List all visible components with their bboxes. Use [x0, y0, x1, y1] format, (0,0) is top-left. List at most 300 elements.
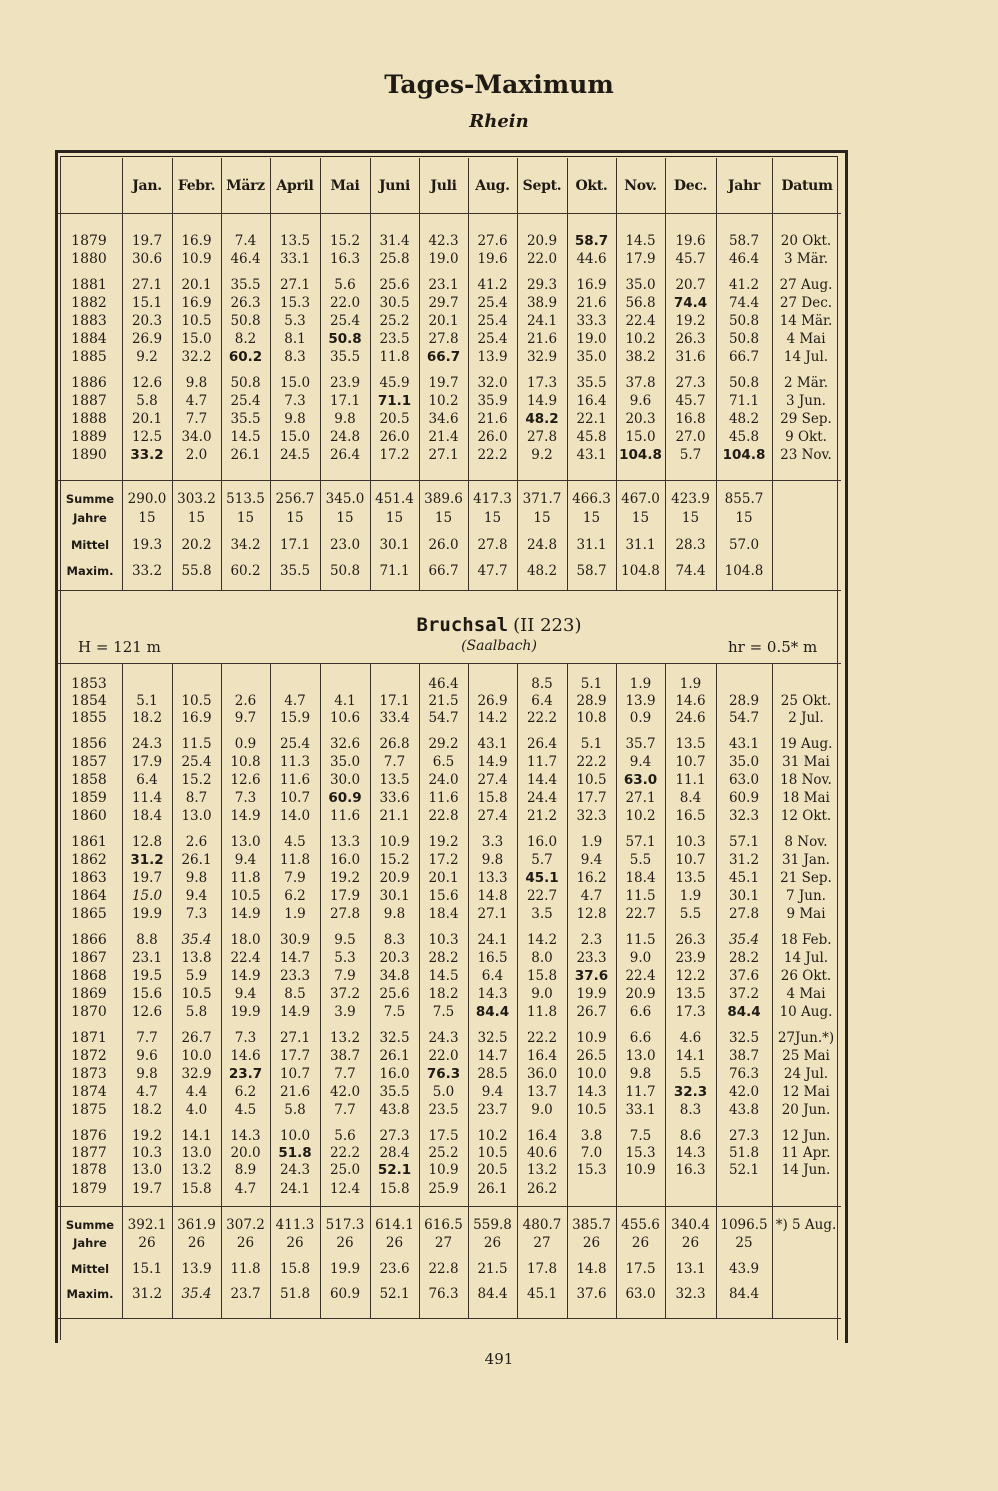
- table-cell: 84.4: [727, 1004, 761, 1020]
- table-cell: 7.9: [284, 870, 306, 886]
- column-rule: [122, 663, 123, 1206]
- summary-cell: 23.7: [230, 1286, 261, 1302]
- table-cell: 16.3: [329, 251, 361, 267]
- table-cell: 19.6: [675, 233, 706, 249]
- table-cell: 8.5: [284, 986, 306, 1002]
- table-cell: 24.1: [279, 1181, 311, 1197]
- table-cell: 24.3: [428, 1030, 459, 1046]
- row-rule: [57, 1318, 841, 1319]
- table-cell: 4.6: [679, 1030, 702, 1046]
- column-rule: [320, 480, 321, 590]
- table-cell: 16.4: [526, 1048, 558, 1064]
- table-cell: 14.3: [675, 1145, 706, 1161]
- table-cell: 9.6: [136, 1048, 158, 1064]
- table-cell: 15.0: [279, 429, 311, 445]
- summary-cell: 15: [336, 510, 354, 526]
- table-cell: 104.8: [619, 447, 662, 463]
- table-cell: 35.0: [576, 349, 607, 365]
- table-cell: 15.0: [131, 888, 163, 904]
- table-cell: 21.6: [477, 411, 508, 427]
- table-cell: 38.7: [329, 1048, 361, 1064]
- date-cell: 21 Sep.: [780, 870, 832, 886]
- table-cell: 9.2: [531, 447, 553, 463]
- table-cell: 45.8: [728, 429, 760, 445]
- table-cell: 21.6: [576, 295, 607, 311]
- table-cell: 16.0: [329, 852, 361, 868]
- year-cell: 1887: [71, 393, 107, 409]
- table-cell: 30.9: [279, 932, 311, 948]
- column-rule: [567, 1206, 568, 1318]
- table-cell: 7.3: [234, 1030, 257, 1046]
- year-cell: 1863: [71, 870, 107, 886]
- table-cell: 56.8: [625, 295, 656, 311]
- table-cell: 25.8: [379, 251, 410, 267]
- summary-cell: 60.2: [230, 563, 261, 579]
- column-rule: [616, 158, 617, 213]
- summary-cell: 26: [483, 1235, 502, 1251]
- table-cell: 58.7: [728, 233, 760, 249]
- table-cell: 20.3: [379, 950, 410, 966]
- year-cell: 1880: [71, 251, 107, 267]
- date-cell: 14 Jul.: [783, 950, 829, 966]
- column-rule: [221, 1206, 222, 1318]
- table-cell: 17.3: [675, 1004, 706, 1020]
- summary-label: Jahre: [73, 1236, 107, 1250]
- table-cell: 26.4: [526, 736, 558, 752]
- table-cell: 17.5: [428, 1128, 459, 1144]
- table-cell: 33.4: [379, 710, 410, 726]
- table-cell: 9.8: [629, 1066, 652, 1082]
- table-cell: 63.0: [728, 772, 760, 788]
- summary-cell: 24.8: [526, 537, 558, 553]
- table-cell: 8.2: [234, 331, 257, 347]
- table-cell: 45.1: [525, 870, 559, 886]
- table-cell: 26.1: [477, 1181, 508, 1197]
- summary-cell: 26: [138, 1235, 156, 1251]
- table-inner-border: [60, 156, 837, 157]
- table-cell: 9.4: [629, 754, 652, 770]
- table-cell: 27.8: [526, 429, 558, 445]
- summary-cell: 74.4: [675, 563, 706, 579]
- table-cell: 38.7: [728, 1048, 760, 1064]
- column-header: Jahr: [727, 178, 761, 194]
- table-cell: 20.1: [428, 313, 459, 329]
- column-rule: [665, 663, 666, 1206]
- table-cell: 10.7: [675, 754, 706, 770]
- column-rule: [221, 663, 222, 1206]
- table-cell: 4.7: [580, 888, 603, 904]
- table-cell: 14.5: [625, 233, 656, 249]
- column-header: Nov.: [624, 178, 657, 194]
- summary-cell: 55.8: [181, 563, 212, 579]
- column-rule: [419, 158, 420, 213]
- summary-cell: 43.9: [728, 1261, 760, 1277]
- table-cell: 14.4: [526, 772, 558, 788]
- table-cell: 17.2: [379, 447, 410, 463]
- table-cell: 33.6: [379, 790, 410, 806]
- column-rule: [122, 480, 123, 590]
- column-rule: [320, 1206, 321, 1318]
- year-cell: 1859: [71, 790, 107, 806]
- column-rule: [419, 213, 420, 480]
- table-cell: 11.6: [279, 772, 311, 788]
- table-cell: 43.8: [728, 1102, 760, 1118]
- table-cell: 10.3: [675, 834, 706, 850]
- summary-cell: 389.6: [424, 491, 463, 507]
- column-rule: [370, 213, 371, 480]
- table-cell: 10.2: [477, 1128, 508, 1144]
- year-cell: 1876: [71, 1128, 107, 1144]
- table-cell: 9.0: [629, 950, 652, 966]
- table-cell: 13.0: [181, 808, 212, 824]
- table-cell: 8.8: [136, 932, 158, 948]
- table-cell: 15.6: [428, 888, 459, 904]
- summary-label: Jahre: [73, 511, 107, 525]
- summary-cell: 15: [582, 510, 601, 526]
- table-cell: 60.9: [328, 790, 362, 806]
- column-header: Juni: [378, 178, 411, 194]
- table-cell: 13.3: [477, 870, 508, 886]
- summary-cell: 17.1: [279, 537, 311, 553]
- table-cell: 7.4: [234, 233, 257, 249]
- summary-cell: 290.0: [127, 491, 167, 507]
- table-cell: 7.7: [185, 411, 208, 427]
- year-cell: 1873: [71, 1066, 107, 1082]
- summary-cell: 26: [286, 1235, 304, 1251]
- table-cell: 24.1: [477, 932, 508, 948]
- table-cell: 13.2: [526, 1162, 558, 1178]
- table-cell: 28.9: [576, 693, 607, 709]
- table-cell: 11.5: [181, 736, 212, 752]
- table-cell: 5.1: [136, 693, 158, 709]
- table-cell: 12.8: [131, 834, 163, 850]
- table-cell: 23.3: [279, 968, 311, 984]
- table-cell: 34.0: [181, 429, 212, 445]
- summary-cell: 28.3: [675, 537, 706, 553]
- year-cell: 1853: [71, 676, 107, 692]
- summary-label: Summe: [65, 492, 115, 506]
- table-cell: 22.4: [625, 968, 656, 984]
- table-cell: 7.7: [383, 754, 406, 770]
- date-cell: 29 Sep.: [780, 411, 832, 427]
- column-rule: [172, 663, 173, 1206]
- table-cell: 32.2: [181, 349, 212, 365]
- table-cell: 5.6: [334, 277, 356, 293]
- table-cell: 50.8: [328, 331, 362, 347]
- column-header: Aug.: [475, 178, 510, 194]
- table-cell: 19.2: [428, 834, 459, 850]
- table-cell: 1.9: [679, 676, 702, 692]
- table-cell: 32.3: [728, 808, 760, 824]
- summary-cell: 26.0: [428, 537, 459, 553]
- table-cell: 6.4: [531, 693, 553, 709]
- summary-cell: 15.1: [131, 1261, 163, 1277]
- table-cell: 18.2: [131, 1102, 163, 1118]
- table-cell: 71.1: [377, 393, 412, 409]
- table-cell: 45.7: [675, 393, 706, 409]
- table-cell: 52.1: [377, 1162, 412, 1178]
- table-cell: 14.9: [230, 906, 261, 922]
- table-cell: 32.9: [526, 349, 558, 365]
- column-rule: [320, 663, 321, 1206]
- date-cell: 18 Mai: [782, 790, 830, 806]
- table-cell: 10.3: [131, 1145, 163, 1161]
- summary-cell: 32.3: [675, 1286, 706, 1302]
- table-cell: 15.2: [329, 233, 361, 249]
- year-cell: 1870: [71, 1004, 107, 1020]
- table-cell: 43.1: [576, 447, 607, 463]
- table-cell: 18.4: [131, 808, 163, 824]
- table-cell: 7.9: [334, 968, 356, 984]
- table-cell: 74.4: [673, 295, 708, 311]
- table-cell: 37.6: [574, 968, 609, 984]
- table-cell: 6.2: [234, 1084, 257, 1100]
- date-cell: 2 Jul.: [788, 710, 824, 726]
- table-cell: 9.5: [334, 932, 356, 948]
- table-cell: 8.3: [679, 1102, 702, 1118]
- table-cell: 30.5: [379, 295, 410, 311]
- table-cell: 11.3: [279, 754, 311, 770]
- summary-cell: 307.2: [226, 1217, 265, 1233]
- year-cell: 1888: [71, 411, 107, 427]
- year-cell: 1867: [71, 950, 107, 966]
- row-rule: [57, 590, 841, 591]
- summary-cell: 27.8: [477, 537, 508, 553]
- summary-cell: 58.7: [576, 563, 607, 579]
- summary-cell: 52.1: [379, 1286, 410, 1302]
- table-cell: 33.1: [625, 1102, 656, 1118]
- column-rule: [772, 158, 773, 213]
- table-cell: 37.6: [728, 968, 760, 984]
- date-cell: 12 Jun.: [781, 1128, 831, 1144]
- table-cell: 13.5: [675, 870, 706, 886]
- table-cell: 19.9: [131, 906, 163, 922]
- table-cell: 6.6: [629, 1004, 652, 1020]
- table-cell: 18.2: [428, 986, 459, 1002]
- summary-cell: 30.1: [379, 537, 410, 553]
- summary-cell: 11.8: [230, 1261, 261, 1277]
- table-cell: 7.0: [580, 1145, 603, 1161]
- table-cell: 27.1: [477, 906, 508, 922]
- column-rule: [837, 156, 838, 1340]
- table-cell: 14.6: [230, 1048, 261, 1064]
- summary-cell: 15: [483, 510, 502, 526]
- table-cell: 8.9: [234, 1162, 257, 1178]
- table-cell: 16.9: [181, 295, 212, 311]
- year-cell: 1884: [71, 331, 107, 347]
- table-cell: 1.9: [580, 834, 603, 850]
- year-cell: 1890: [71, 447, 107, 463]
- table-cell: 15.8: [181, 1181, 212, 1197]
- column-header: Febr.: [177, 178, 216, 194]
- table-cell: 24.5: [279, 447, 311, 463]
- table-cell: 32.5: [379, 1030, 410, 1046]
- date-cell: 25 Mai: [782, 1048, 830, 1064]
- table-cell: 41.2: [477, 277, 508, 293]
- table-cell: 13.0: [131, 1162, 163, 1178]
- table-cell: 50.8: [728, 375, 760, 391]
- table-cell: 25.4: [477, 295, 508, 311]
- date-cell: 18 Feb.: [780, 932, 832, 948]
- table-cell: 25.2: [379, 313, 410, 329]
- table-cell: 17.3: [526, 375, 558, 391]
- table-cell: 32.6: [329, 736, 361, 752]
- table-cell: 26.1: [230, 447, 261, 463]
- column-rule: [716, 158, 717, 213]
- table-cell: 32.3: [673, 1084, 708, 1100]
- table-cell: 35.0: [329, 754, 361, 770]
- column-rule: [122, 1206, 123, 1318]
- table-cell: 23.7: [228, 1066, 263, 1082]
- table-cell: 34.8: [379, 968, 410, 984]
- table-cell: 4.7: [185, 393, 208, 409]
- table-cell: 9.8: [383, 906, 406, 922]
- table-cell: 10.9: [428, 1162, 459, 1178]
- table-cell: 29.7: [428, 295, 459, 311]
- table-cell: 24.0: [428, 772, 459, 788]
- summary-cell: 22.8: [428, 1261, 459, 1277]
- column-rule: [772, 1206, 773, 1318]
- summary-cell: 385.7: [572, 1217, 611, 1233]
- table-cell: 28.5: [477, 1066, 508, 1082]
- table-cell: 20.5: [379, 411, 410, 427]
- table-cell: 9.7: [234, 710, 257, 726]
- table-cell: 29.3: [526, 277, 558, 293]
- table-cell: 15.8: [477, 790, 508, 806]
- table-cell: 4.4: [185, 1084, 208, 1100]
- summary-cell: 31.2: [131, 1286, 163, 1302]
- date-cell: 12 Mai: [782, 1084, 830, 1100]
- table-cell: 0.9: [629, 710, 652, 726]
- table-cell: 27.1: [279, 1030, 311, 1046]
- table-cell: 5.5: [629, 852, 652, 868]
- table-cell: 7.7: [136, 1030, 158, 1046]
- summary-cell: 392.1: [127, 1217, 167, 1233]
- table-cell: 14.5: [230, 429, 261, 445]
- summary-cell: 26: [187, 1235, 206, 1251]
- table-cell: 20.3: [625, 411, 656, 427]
- table-cell: 3.9: [334, 1004, 356, 1020]
- table-cell: 16.0: [526, 834, 558, 850]
- table-cell: 4.0: [185, 1102, 208, 1118]
- table-cell: 9.8: [185, 870, 208, 886]
- table-cell: 12.2: [675, 968, 706, 984]
- table-cell: 45.1: [728, 870, 760, 886]
- table-cell: 10.8: [576, 710, 607, 726]
- table-cell: 66.7: [426, 349, 461, 365]
- table-cell: 10.0: [279, 1128, 311, 1144]
- column-rule: [517, 158, 518, 213]
- table-cell: 9.8: [284, 411, 306, 427]
- table-cell: 24.6: [675, 710, 706, 726]
- table-cell: 33.3: [576, 313, 607, 329]
- table-cell: 57.1: [625, 834, 656, 850]
- table-cell: 76.3: [426, 1066, 461, 1082]
- table-cell: 12.6: [131, 375, 163, 391]
- table-cell: 25.4: [230, 393, 261, 409]
- table-cell: 16.2: [576, 870, 607, 886]
- table-cell: 10.5: [477, 1145, 508, 1161]
- year-cell: 1881: [71, 277, 107, 293]
- year-cell: 1889: [71, 429, 107, 445]
- table-cell: 37.8: [625, 375, 656, 391]
- page-title: Tages-Maximum: [384, 70, 614, 99]
- table-cell: 38.9: [526, 295, 558, 311]
- table-cell: 25.4: [477, 313, 508, 329]
- table-cell: 35.0: [625, 277, 656, 293]
- table-cell: 63.0: [623, 772, 658, 788]
- table-cell: 14.8: [477, 888, 508, 904]
- table-cell: 14.9: [230, 808, 261, 824]
- table-cell: 17.7: [279, 1048, 311, 1064]
- year-cell: 1886: [71, 375, 107, 391]
- table-cell: 19.9: [576, 986, 607, 1002]
- table-cell: 5.1: [580, 736, 603, 752]
- table-cell: 24.1: [526, 313, 558, 329]
- table-cell: 14.2: [477, 710, 508, 726]
- column-rule: [270, 480, 271, 590]
- table-cell: 25.6: [379, 277, 410, 293]
- table-cell: 23.3: [576, 950, 607, 966]
- table-cell: 15.2: [379, 852, 410, 868]
- column-rule: [517, 213, 518, 480]
- summary-cell: 27: [533, 1235, 551, 1251]
- column-header: Mai: [330, 178, 360, 194]
- column-rule: [772, 480, 773, 590]
- summary-cell: 31.1: [625, 537, 656, 553]
- date-cell: 23 Nov.: [780, 447, 832, 463]
- table-cell: 28.4: [379, 1145, 410, 1161]
- table-cell: 27.3: [675, 375, 706, 391]
- column-rule: [370, 480, 371, 590]
- table-cell: 10.2: [428, 393, 459, 409]
- column-rule: [320, 158, 321, 213]
- table-cell: 26.3: [230, 295, 261, 311]
- table-cell: 18.2: [131, 710, 163, 726]
- table-cell: 20.1: [428, 870, 459, 886]
- table-cell: 48.2: [728, 411, 760, 427]
- table-cell: 32.5: [728, 1030, 760, 1046]
- table-cell: 20.5: [477, 1162, 508, 1178]
- table-cell: 12.6: [230, 772, 261, 788]
- table-cell: 17.9: [131, 754, 163, 770]
- page-number: 491: [484, 1350, 514, 1368]
- column-rule: [270, 158, 271, 213]
- table-cell: 25.0: [329, 1162, 361, 1178]
- summary-cell: 15: [236, 510, 255, 526]
- table-cell: 9.8: [481, 852, 504, 868]
- table-cell: 17.7: [576, 790, 607, 806]
- table-cell: 22.0: [428, 1048, 459, 1064]
- table-cell: 14.7: [279, 950, 311, 966]
- date-cell: 4 Mai: [786, 986, 826, 1002]
- summary-cell: 60.9: [329, 1286, 361, 1302]
- table-cell: 14.5: [428, 968, 459, 984]
- year-cell: 1879: [71, 1181, 107, 1197]
- table-cell: 10.0: [576, 1066, 607, 1082]
- summary-cell: 35.4: [181, 1286, 212, 1302]
- column-rule: [567, 158, 568, 213]
- table-cell: 16.5: [477, 950, 508, 966]
- table-cell: 25.6: [379, 986, 410, 1002]
- table-cell: 51.8: [278, 1145, 312, 1161]
- table-cell: 10.7: [279, 1066, 311, 1082]
- table-cell: 32.9: [181, 1066, 212, 1082]
- table-cell: 19.9: [230, 1004, 261, 1020]
- date-cell: 9 Mai: [786, 906, 826, 922]
- summary-cell: 34.2: [230, 537, 261, 553]
- table-cell: 9.0: [531, 1102, 553, 1118]
